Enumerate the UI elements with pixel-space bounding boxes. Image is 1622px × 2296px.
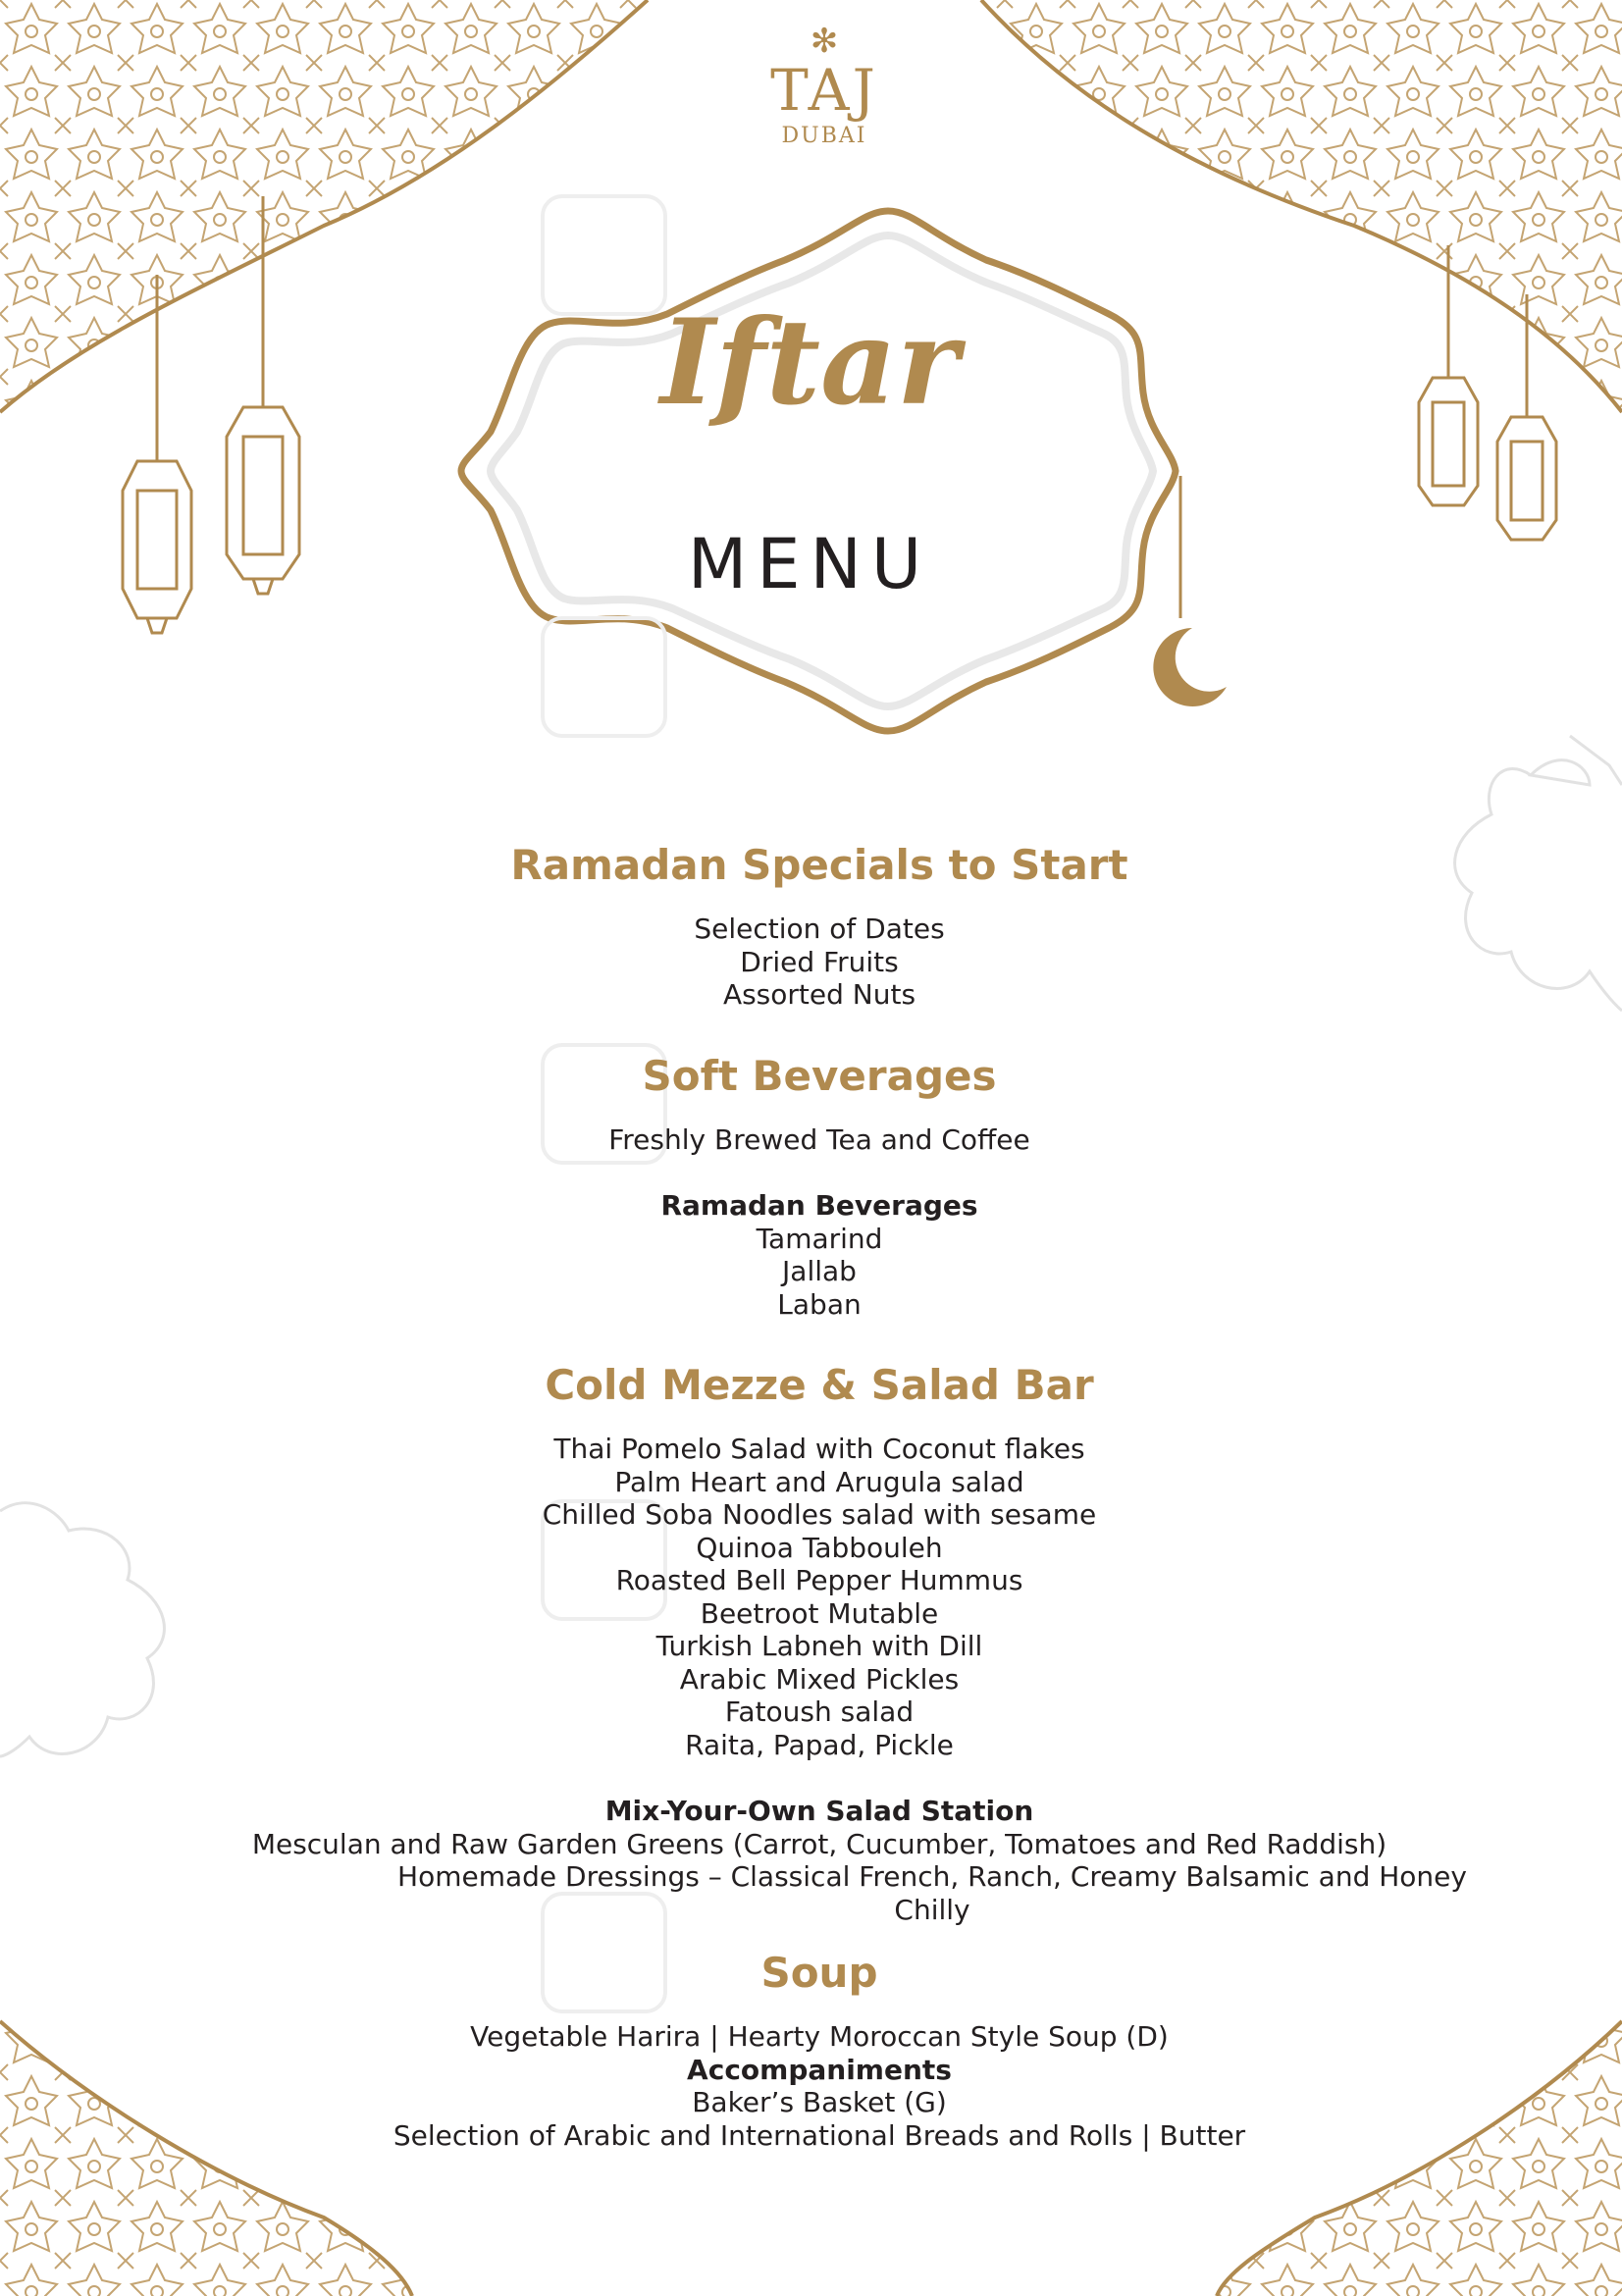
menu-item: Selection of Arabic and International Breads and Rolls | Butter bbox=[392, 2118, 1246, 2152]
menu-item: Laban bbox=[777, 1287, 862, 1321]
menu-item: Baker’s Basket (G) bbox=[692, 2086, 947, 2118]
section-ramadan-specials bbox=[157, 836, 1482, 1012]
menu-item: Roasted Bell Pepper Hummus bbox=[615, 1564, 1023, 1596]
title-menu: MENU bbox=[687, 524, 932, 604]
subsection-title: Ramadan Beverages bbox=[660, 1189, 978, 1222]
section-soup bbox=[157, 1944, 1482, 2152]
star-ornament-left bbox=[0, 1503, 164, 1756]
taj-logo-icon: ✻ bbox=[810, 22, 839, 61]
menu-item: Dried Fruits bbox=[740, 945, 899, 978]
menu-item: Jallab bbox=[782, 1255, 857, 1287]
menu-item: Vegetable Harira | Hearty Moroccan Style Soup (D) bbox=[470, 2020, 1169, 2053]
title-frame bbox=[461, 211, 1176, 731]
logo-city: DUBAI bbox=[781, 124, 867, 148]
section-title: Cold Mezze & Salad Bar bbox=[545, 1361, 1094, 1409]
section-soft-beverages bbox=[157, 1047, 1482, 1322]
subsection-title: Mix-Your-Own Salad Station bbox=[604, 1795, 1034, 1827]
menu-item: Raita, Papad, Pickle bbox=[685, 1728, 954, 1761]
menu-item: Assorted Nuts bbox=[722, 978, 916, 1011]
section-cold-mezze bbox=[157, 1356, 1482, 1926]
logo-brand: TAJ bbox=[770, 57, 878, 124]
section-title: Soup bbox=[760, 1949, 878, 1997]
taj-logo bbox=[726, 24, 922, 151]
menu-item: Homemade Dressings – Classical French, Ranch, Creamy Balsamic and Honey Chilly bbox=[397, 1860, 1467, 1926]
menu-item: Fatoush salad bbox=[724, 1696, 915, 1728]
section-title: Ramadan Specials to Start bbox=[510, 841, 1128, 889]
menu-item: Tamarind bbox=[756, 1222, 883, 1255]
menu-item: Beetroot Mutable bbox=[700, 1596, 939, 1630]
lantern-left-1 bbox=[123, 275, 191, 633]
menu-item: Chilled Soba Noodles salad with sesame bbox=[542, 1498, 1097, 1531]
crescent-moon-icon bbox=[1153, 628, 1227, 706]
menu-item: Freshly Brewed Tea and Coffee bbox=[608, 1122, 1030, 1156]
menu-item: Thai Pomelo Salad with Coconut flakes bbox=[553, 1433, 1085, 1465]
menu-item: Mesculan and Raw Garden Greens (Carrot, Cucumber, Tomatoes and Red Raddish) bbox=[251, 1827, 1387, 1860]
menu-item: Turkish Labneh with Dill bbox=[655, 1630, 983, 1662]
title-iftar: Iftar bbox=[659, 293, 960, 432]
menu-item: Palm Heart and Arugula salad bbox=[614, 1465, 1024, 1498]
menu-item: Selection of Dates bbox=[694, 913, 945, 945]
menu-item: Arabic Mixed Pickles bbox=[679, 1662, 960, 1696]
menu-content bbox=[157, 836, 1482, 2152]
section-title: Soft Beverages bbox=[642, 1051, 997, 1100]
subsection-title: Accompaniments bbox=[687, 2053, 952, 2086]
menu-item: Quinoa Tabbouleh bbox=[696, 1531, 943, 1564]
